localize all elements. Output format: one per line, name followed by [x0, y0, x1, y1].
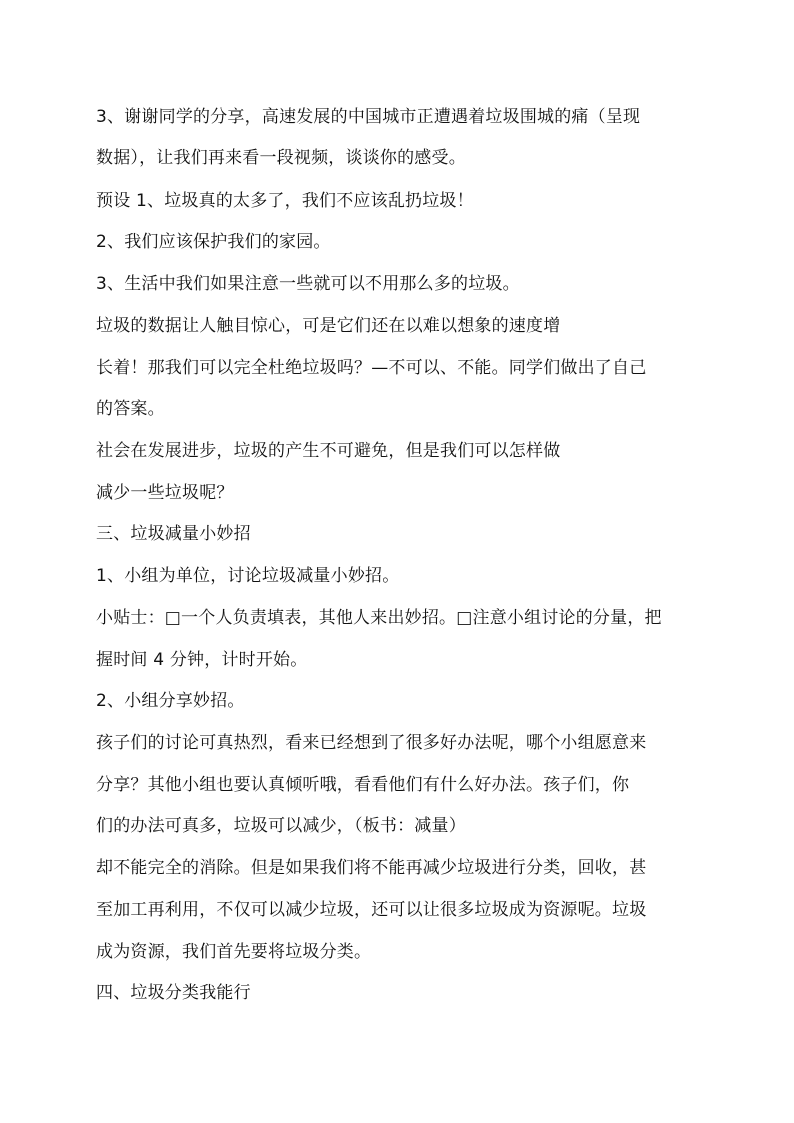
paragraph-line: 握时间 4 分钟，计时开始。: [96, 650, 308, 670]
paragraph-line: 的答案。: [96, 399, 165, 419]
paragraph-line: 至加工再利用，不仅可以减少垃圾，还可以让很多垃圾成为资源呢。垃圾: [96, 900, 647, 920]
section-heading: 三、垃圾减量小妙招: [96, 524, 251, 544]
paragraph-line: 分享？其他小组也要认真倾听哦，看看他们有什么好办法。孩子们，你: [96, 775, 630, 795]
paragraph-line: 社会在发展进步，垃圾的产生不可避免，但是我们可以怎样做: [96, 441, 561, 461]
paragraph-line: 2、小组分享妙招。: [96, 691, 245, 711]
paragraph-line: 2、我们应该保护我们的家园。: [96, 232, 331, 252]
paragraph-line: 成为资源，我们首先要将垃圾分类。: [96, 942, 372, 962]
paragraph-line: 们的办法可真多，垃圾可以减少，（板书：减量）: [96, 816, 466, 836]
paragraph-line: 数据），让我们再来看一段视频，谈谈你的感受。: [96, 148, 466, 168]
paragraph-line: 孩子们的讨论可真热烈，看来已经想到了很多好办法呢，哪个小组愿意来: [96, 733, 647, 753]
paragraph-line: 1、小组为单位，讨论垃圾减量小妙招。: [96, 566, 400, 586]
paragraph-line: 却不能完全的消除。但是如果我们将不能再减少垃圾进行分类，回收，甚: [96, 858, 647, 878]
paragraph-line: 3、生活中我们如果注意一些就可以不用那么多的垃圾。: [96, 274, 520, 294]
paragraph-line: 3、谢谢同学的分享，高速发展的中国城市正遭遇着垃圾围城的痛（呈现: [96, 107, 641, 127]
paragraph-line: 减少一些垃圾呢？: [96, 483, 234, 503]
section-heading: 四、垃圾分类我能行: [96, 983, 251, 1003]
paragraph-line: 长着！那我们可以完全杜绝垃圾吗？—不可以、不能。同学们做出了自己: [96, 358, 647, 378]
paragraph-line: 预设 1、垃圾真的太多了，我们不应该乱扔垃圾！: [96, 191, 474, 211]
paragraph-line: 小贴士：□一个人负责填表，其他人来出妙招。□注意小组讨论的分量，把: [96, 608, 662, 628]
paragraph-line: 垃圾的数据让人触目惊心，可是它们还在以难以想象的速度增: [96, 316, 561, 336]
